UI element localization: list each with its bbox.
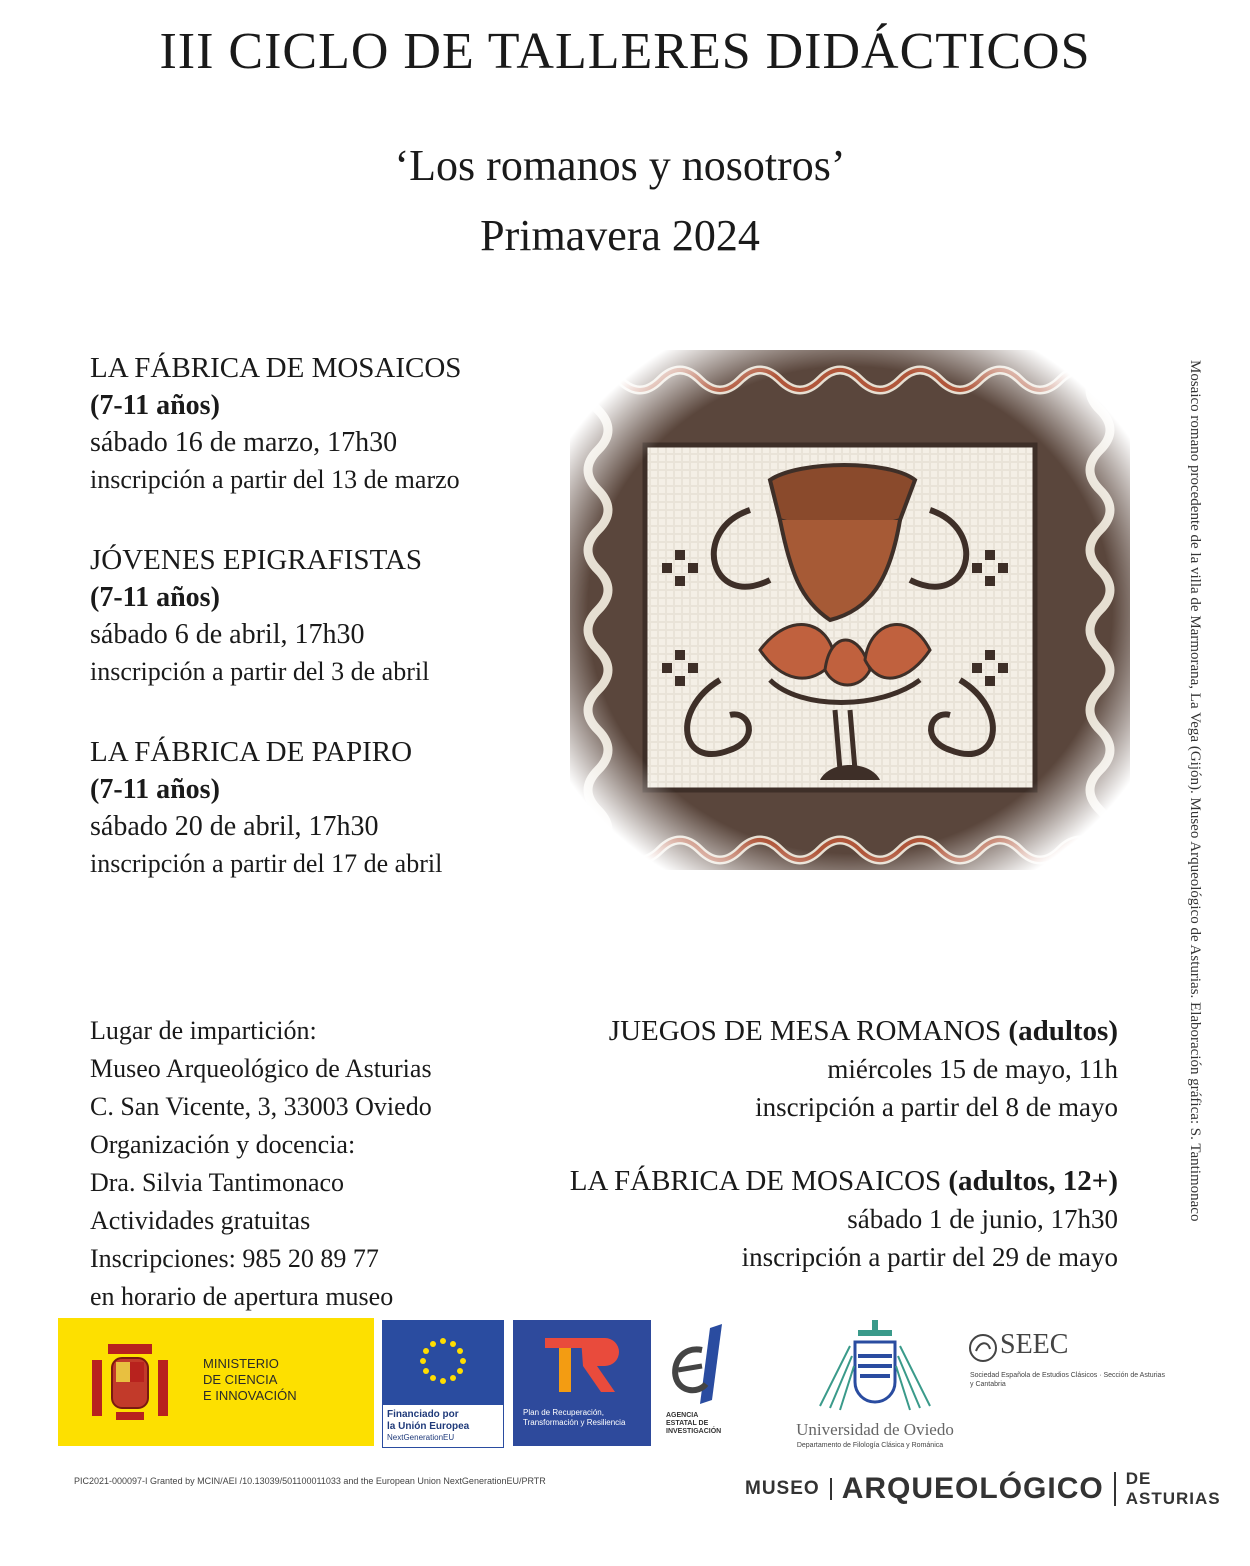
aei-text: AGENCIA ESTATAL DE INVESTIGACIÓN [666, 1412, 722, 1435]
aei-logo [662, 1320, 732, 1448]
aei-emblem-icon [662, 1320, 732, 1412]
ministry-name: MINISTERIO DE CIENCIA E INNOVACIÓN [203, 1356, 297, 1403]
info-line: Inscripciones: 985 20 89 77 [90, 1244, 379, 1273]
info-line: Organización y docencia: [90, 1130, 356, 1159]
workshop-date: sábado 20 de abril, 17h30 [90, 811, 379, 842]
workshop-date: sábado 1 de junio, 17h30 [847, 1204, 1118, 1234]
workshop-name: LA FÁBRICA DE PAPIRO [90, 736, 413, 768]
seec-name: SEEC [1000, 1329, 1069, 1360]
adult-workshop-title [438, 1012, 1118, 1050]
eu-funding-logo [382, 1320, 504, 1448]
workshop-registration: inscripción a partir del 3 de abril [90, 657, 430, 686]
info-line: Lugar de impartición: [90, 1016, 317, 1045]
workshop-name: JÓVENES EPIGRAFISTAS [90, 544, 423, 576]
prtr-logo [513, 1320, 651, 1446]
poster-title: III CICLO DE TALLERES DIDÁCTICOS [159, 23, 1091, 80]
workshop-date: sábado 16 de marzo, 17h30 [90, 427, 398, 458]
workshop-name: JUEGOS DE MESA ROMANOS [608, 1015, 1002, 1047]
adult-workshop-mosaicos [438, 1162, 1118, 1276]
poster-subtitle: ‘Los romanos y nosotros’ [394, 141, 846, 190]
workshop-papiro [90, 734, 560, 882]
adult-workshop-title [438, 1162, 1118, 1200]
info-line: Actividades gratuitas [90, 1206, 311, 1235]
workshop-age: (7-11 años) [90, 774, 220, 805]
poster-season: Primavera 2024 [480, 211, 760, 260]
info-line: Museo Arqueológico de Asturias [90, 1054, 432, 1083]
eu-text-1: Financiado por [387, 1409, 459, 1420]
workshop-mosaicos [90, 350, 560, 498]
workshop-registration: inscripción a partir del 17 de abril [90, 849, 443, 878]
roman-mosaic-image [570, 350, 1130, 870]
workshop-date: miércoles 15 de mayo, 11h [827, 1054, 1118, 1084]
side-caption [1183, 360, 1203, 1440]
ministry-logo [58, 1318, 374, 1446]
info-block [90, 1012, 432, 1316]
workshop-tag: (adultos) [1008, 1015, 1118, 1047]
grant-note: PIC2021-000097-I Granted by MCIN/AEI /10.13039/501100011033 and the European Union NextGenerationEU/PRTR [74, 1476, 546, 1486]
university-dept: Departamento de Filología Clásica y Románica [796, 1442, 944, 1449]
workshop-date: sábado 6 de abril, 17h30 [90, 619, 365, 650]
museo-word-1: MUSEO [745, 1478, 832, 1500]
workshop-age: (7-11 años) [90, 582, 220, 613]
museo-logo [745, 1462, 1221, 1516]
university-name: Universidad de Oviedo [796, 1420, 954, 1439]
prtr-text: Plan de Recuperación, Transformación y Resiliencia [523, 1408, 626, 1427]
museo-word-2: ARQUEOLÓGICO [832, 1472, 1116, 1506]
workshop-name: LA FÁBRICA DE MOSAICOS [90, 352, 462, 384]
university-crest-icon [810, 1316, 940, 1416]
workshop-registration: inscripción a partir del 29 de mayo [741, 1242, 1118, 1272]
seec-subtitle: Sociedad Española de Estudios Clásicos · Sección de Asturias y Cantabria [970, 1372, 1165, 1388]
museo-word-3: DE ASTURIAS [1125, 1469, 1221, 1508]
workshop-registration: inscripción a partir del 8 de mayo [755, 1092, 1118, 1122]
eu-text-3: NextGenerationEU [387, 1433, 455, 1442]
workshop-registration: inscripción a partir del 13 de marzo [90, 465, 460, 494]
adult-workshop-juegos [438, 1012, 1118, 1126]
seec-emblem-icon [968, 1333, 998, 1363]
side-caption-text: Mosaico romano procedente de la villa de Marmorana, La Vega (Gijón). Museo Arqueológico de Asturias. Elaboración gráfica: S. Tantimonaco [1187, 360, 1203, 1222]
prtr-emblem-icon [537, 1330, 627, 1402]
workshop-age: (7-11 años) [90, 390, 220, 421]
info-line: en horario de apertura museo [90, 1282, 394, 1311]
university-logo [770, 1316, 970, 1456]
info-line: C. San Vicente, 3, 33003 Oviedo [90, 1092, 432, 1121]
workshop-tag: (adultos, 12+) [948, 1165, 1118, 1197]
spain-coat-of-arms-icon [86, 1336, 174, 1428]
eu-text-2: la Unión Europea [387, 1421, 470, 1432]
seec-logo [968, 1325, 1168, 1415]
workshop-epigrafistas [90, 542, 560, 690]
info-line: Dra. Silvia Tantimonaco [90, 1168, 345, 1197]
eu-flag-icon [383, 1321, 503, 1405]
workshop-name: LA FÁBRICA DE MOSAICOS [569, 1165, 942, 1197]
